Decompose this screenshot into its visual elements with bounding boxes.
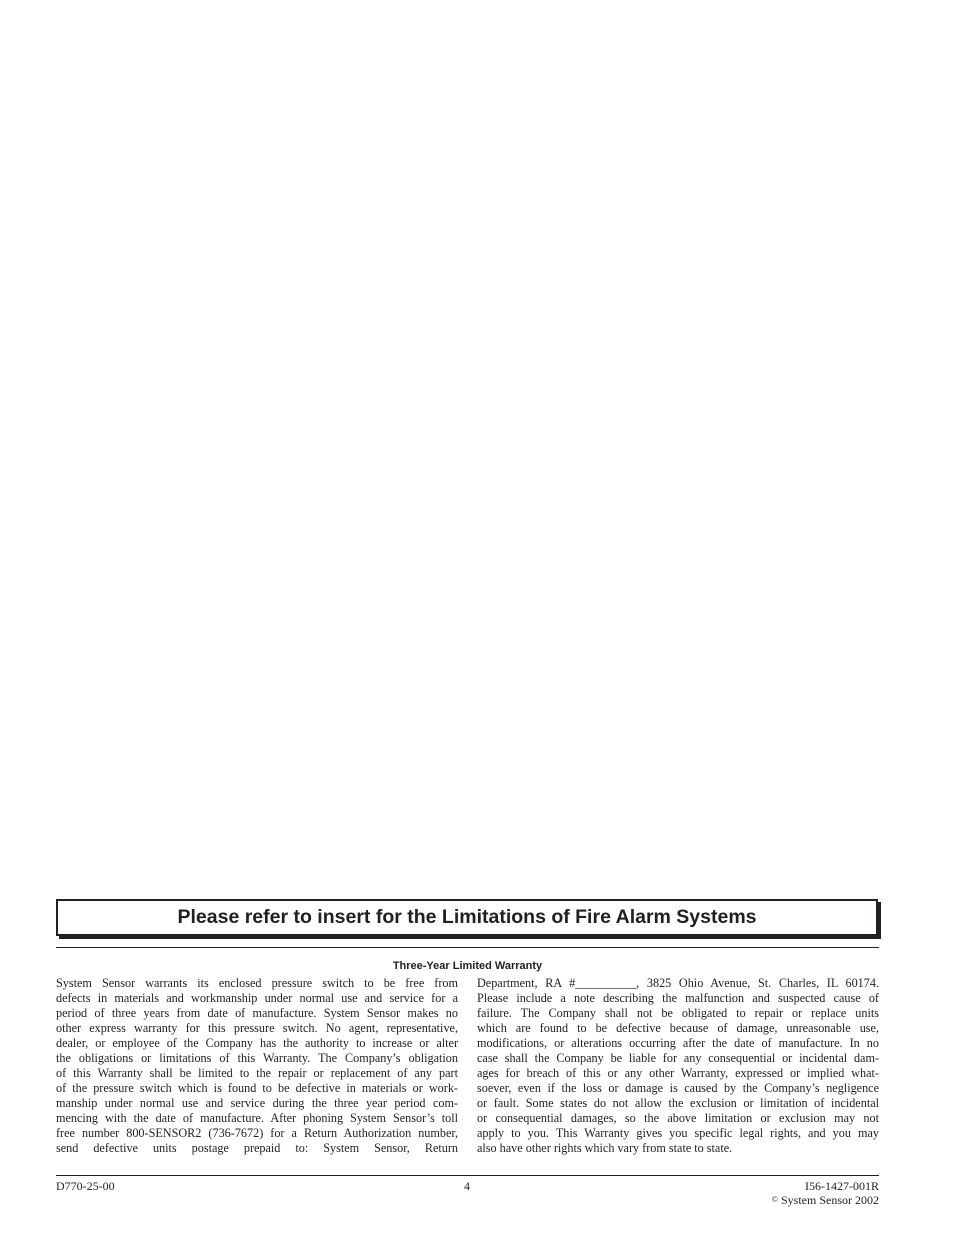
warranty-right-line: ages for breach of this or any other Warranty, expressed or implied what- — [477, 1066, 879, 1080]
warranty-title: Three-Year Limited Warranty — [392, 960, 543, 972]
footer-divider — [56, 1175, 879, 1176]
copyright-line — [772, 1193, 879, 1207]
warranty-right-line: soever, even if the loss or damage is caused by the Company’s negligence — [477, 1081, 879, 1095]
part-number: I56-1427-001R — [805, 1179, 879, 1193]
warranty-left-line: of this Warranty shall be limited to the repair or replacement of any part — [56, 1066, 458, 1080]
warranty-right-line: apply to you. This Warranty gives you specific legal rights, and you may — [477, 1126, 879, 1140]
document-code: D770-25-00 — [56, 1179, 115, 1193]
warranty-left-line: mencing with the date of manufacture. After phoning System Sensor’s toll — [56, 1111, 458, 1125]
limitations-notice-box — [56, 899, 878, 936]
warranty-right-line: or consequential damages, so the above limitation or exclusion may not — [477, 1111, 879, 1125]
top-divider — [56, 947, 879, 948]
warranty-right-line: failure. The Company shall not be obligated to repair or replace units — [477, 1006, 879, 1020]
warranty-left-column — [56, 976, 458, 1156]
footer-right-block — [772, 1179, 879, 1207]
warranty-left-line: the obligations or limitations of this Warranty. The Company’s obligation — [56, 1051, 458, 1065]
warranty-right-column — [477, 976, 879, 1156]
warranty-right-line: modifications, or alterations occurring after the date of manufacture. In no — [477, 1036, 879, 1050]
limitations-notice-text: Please refer to insert for the Limitations of Fire Alarm Systems — [177, 906, 757, 928]
warranty-right-line: Please include a note describing the malfunction and suspected cause of — [477, 991, 879, 1005]
warranty-right-line: also have other rights which vary from state to state. — [477, 1141, 733, 1155]
warranty-left-line: defects in materials and workmanship under normal use and service for a — [56, 991, 458, 1005]
copyright-text: System Sensor 2002 — [780, 1193, 879, 1207]
warranty-left-line: free number 800-SENSOR2 (736-7672) for a Return Authorization number, — [56, 1126, 458, 1140]
warranty-left-line: dealer, or employee of the Company has the authority to increase or alter — [56, 1036, 458, 1050]
copyright-symbol: © — [771, 1195, 778, 1204]
warranty-left-line: other express warranty for this pressure switch. No agent, representative, — [56, 1021, 458, 1035]
warranty-left-line: System Sensor warrants its enclosed pressure switch to be free from — [56, 976, 458, 990]
warranty-left-line: send defective units postage prepaid to: System Sensor, Return — [56, 1141, 458, 1155]
warranty-left-line: period of three years from date of manufacture. System Sensor makes no — [56, 1006, 458, 1020]
warranty-left-line: of the pressure switch which is found to be defective in materials or work- — [56, 1081, 458, 1095]
warranty-right-line: or fault. Some states do not allow the exclusion or limitation of incidental — [477, 1096, 879, 1110]
warranty-right-line: case shall the Company be liable for any consequential or incidental dam- — [477, 1051, 879, 1065]
page-number: 4 — [464, 1179, 470, 1193]
warranty-left-line: manship under normal use and service during the three year period com- — [56, 1096, 458, 1110]
warranty-right-line: Department, RA #__________, 3825 Ohio Avenue, St. Charles, IL 60174. — [477, 976, 879, 990]
warranty-right-line: which are found to be defective because of damage, unreasonable use, — [477, 1021, 879, 1035]
